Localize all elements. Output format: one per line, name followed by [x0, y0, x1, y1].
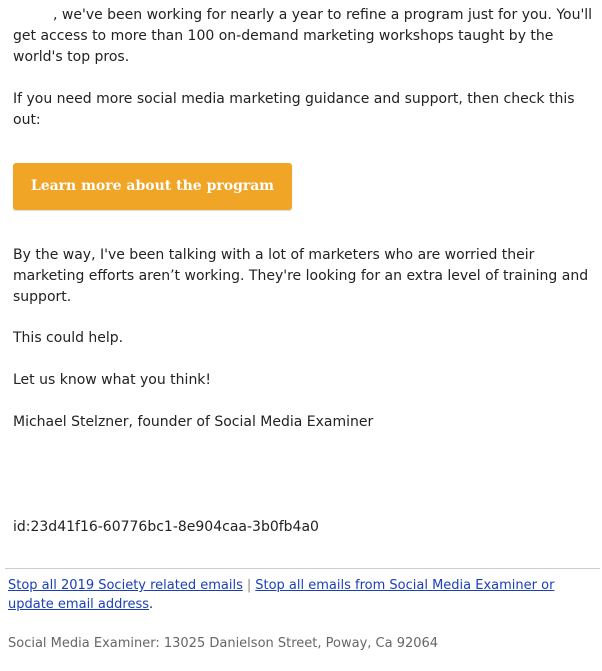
footer-divider — [5, 568, 600, 569]
learn-more-button[interactable] — [13, 163, 292, 210]
by-the-way-paragraph: By the way, I've been talking with a lot of marketers who are worried their marketing efforts aren’t working. They're looking for an extra level of training and support. — [13, 247, 589, 305]
learn-more-button-label: Learn more about the program — [30, 178, 275, 194]
could-help-paragraph: This could help. — [13, 330, 124, 346]
stop-society-emails-link[interactable]: Stop all 2019 Society related emails — [8, 578, 243, 593]
let-us-know-paragraph: Let us know what you think! — [13, 372, 212, 388]
signature: Michael Stelzner, founder of Social Media Examiner — [13, 414, 374, 430]
footer-separator: | — [246, 578, 252, 593]
stop-all-emails-link[interactable]: Stop all emails from Social Media Examiner or update email address — [8, 578, 555, 612]
intro-text: , we've been working for nearly a year to refine a program just for you. You'll get access to more than 100 on-demand marketing workshops taught by the world's top pros. — [13, 7, 593, 65]
mailing-address: Social Media Examiner: 13025 Danielson Street, Poway, Ca 92064 — [8, 636, 439, 651]
guidance-paragraph: If you need more social media marketing guidance and support, then check this out: — [13, 91, 575, 128]
footer-period: . — [149, 597, 154, 612]
footer-links — [8, 576, 593, 614]
intro-paragraph — [13, 5, 598, 68]
email-id: id:23d41f16-60776bc1-8e904caa-3b0fb4a0 — [13, 519, 319, 535]
